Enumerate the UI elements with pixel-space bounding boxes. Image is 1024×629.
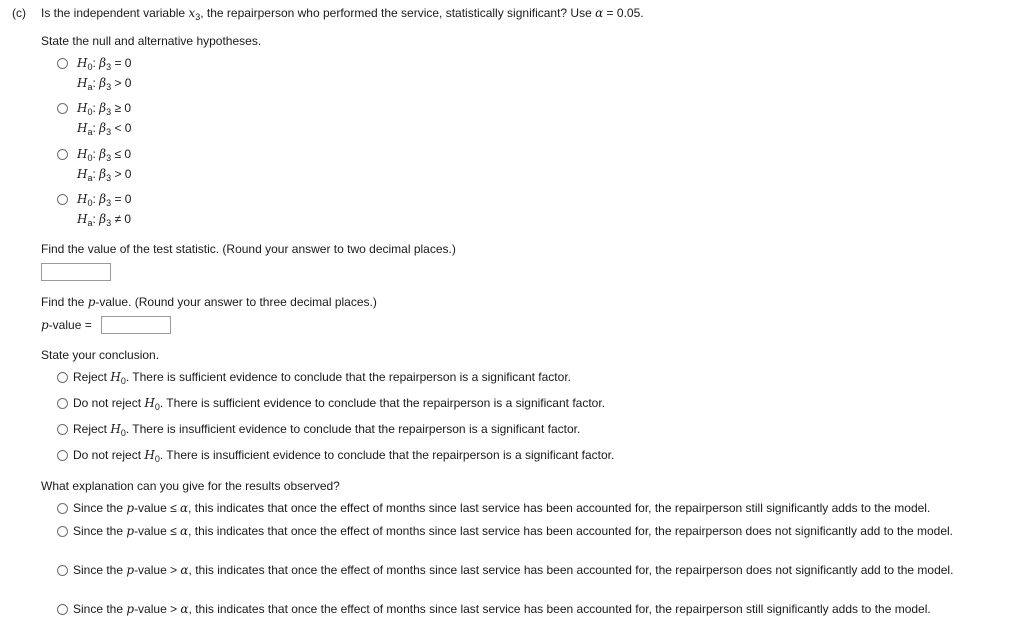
variable-x3: $x_3$	[188, 6, 201, 22]
null-hypothesis: $H_0$: $\beta_3 = 0$	[77, 192, 132, 208]
hypothesis-radio[interactable]	[57, 103, 68, 114]
null-hypothesis: $H_0$: $\beta_3 \ge 0$	[77, 101, 132, 117]
pvalue-label: p-value =	[41, 318, 92, 332]
pvalue-input[interactable]	[101, 316, 171, 334]
pvalue-prompt: Find the p-value. (Round your answer to three decimal places.)	[41, 295, 377, 309]
conclusion-option: Reject $H_0$. There is insufficient evidence to conclude that the repairperson is a significant factor.	[73, 422, 581, 438]
hypotheses-prompt: State the null and alternative hypotheses.	[41, 34, 262, 48]
question-post: , the repairperson who performed the service, statistically significant? Use	[200, 6, 592, 20]
alt-hypothesis: $H_a$: $\beta_3 < 0$	[77, 121, 132, 137]
alt-hypothesis: $H_a$: $\beta_3 > 0$	[77, 167, 132, 183]
explanation-option: Since the p-value > α, this indicates that once the effect of months since last service has been accounted for, the repairperson still significantly adds to the model.	[73, 602, 931, 616]
explanation-prompt: What explanation can you give for the results observed?	[41, 479, 340, 493]
alpha-symbol: α	[595, 6, 604, 20]
conclusion-radio[interactable]	[57, 398, 68, 409]
hypothesis-radio[interactable]	[57, 194, 68, 205]
null-hypothesis: $H_0$: $\beta_3 = 0$	[77, 56, 132, 72]
alpha-value: = 0.05.	[603, 6, 644, 20]
conclusion-prompt: State your conclusion.	[41, 348, 160, 362]
part-label: (c)	[12, 6, 26, 20]
conclusion-radio[interactable]	[57, 450, 68, 461]
null-hypothesis: $H_0$: $\beta_3 \le 0$	[77, 147, 132, 163]
explanation-radio[interactable]	[57, 565, 68, 576]
question-pre: Is the independent variable	[41, 6, 186, 20]
explanation-option: Since the p-value > α, this indicates that once the effect of months since last service has been accounted for, the repairperson does not significantly add to the model.	[73, 563, 954, 577]
conclusion-radio[interactable]	[57, 424, 68, 435]
hypothesis-radio[interactable]	[57, 149, 68, 160]
test-stat-prompt: Find the value of the test statistic. (Round your answer to two decimal places.)	[41, 242, 456, 256]
alt-hypothesis: $H_a$: $\beta_3 > 0$	[77, 76, 132, 92]
conclusion-option: Reject $H_0$. There is sufficient evidence to conclude that the repairperson is a significant factor.	[73, 370, 571, 386]
conclusion-option: Do not reject $H_0$. There is sufficient evidence to conclude that the repairperson is a significant factor.	[73, 396, 606, 412]
conclusion-radio[interactable]	[57, 372, 68, 383]
test-stat-input[interactable]	[41, 263, 111, 281]
hypothesis-radio[interactable]	[57, 58, 68, 69]
explanation-option: Since the p-value ≤ α, this indicates that once the effect of months since last service has been accounted for, the repairperson does not significantly add to the model.	[73, 524, 954, 538]
explanation-option: Since the p-value ≤ α, this indicates that once the effect of months since last service has been accounted for, the repairperson still significantly adds to the model.	[73, 501, 931, 515]
question-text	[41, 6, 644, 20]
alt-hypothesis: $H_a$: $\beta_3 \ne 0$	[77, 212, 132, 228]
explanation-radio[interactable]	[57, 503, 68, 514]
explanation-radio[interactable]	[57, 526, 68, 537]
explanation-radio[interactable]	[57, 604, 68, 615]
conclusion-option: Do not reject $H_0$. There is insufficient evidence to conclude that the repairperson is a significant factor.	[73, 448, 615, 464]
